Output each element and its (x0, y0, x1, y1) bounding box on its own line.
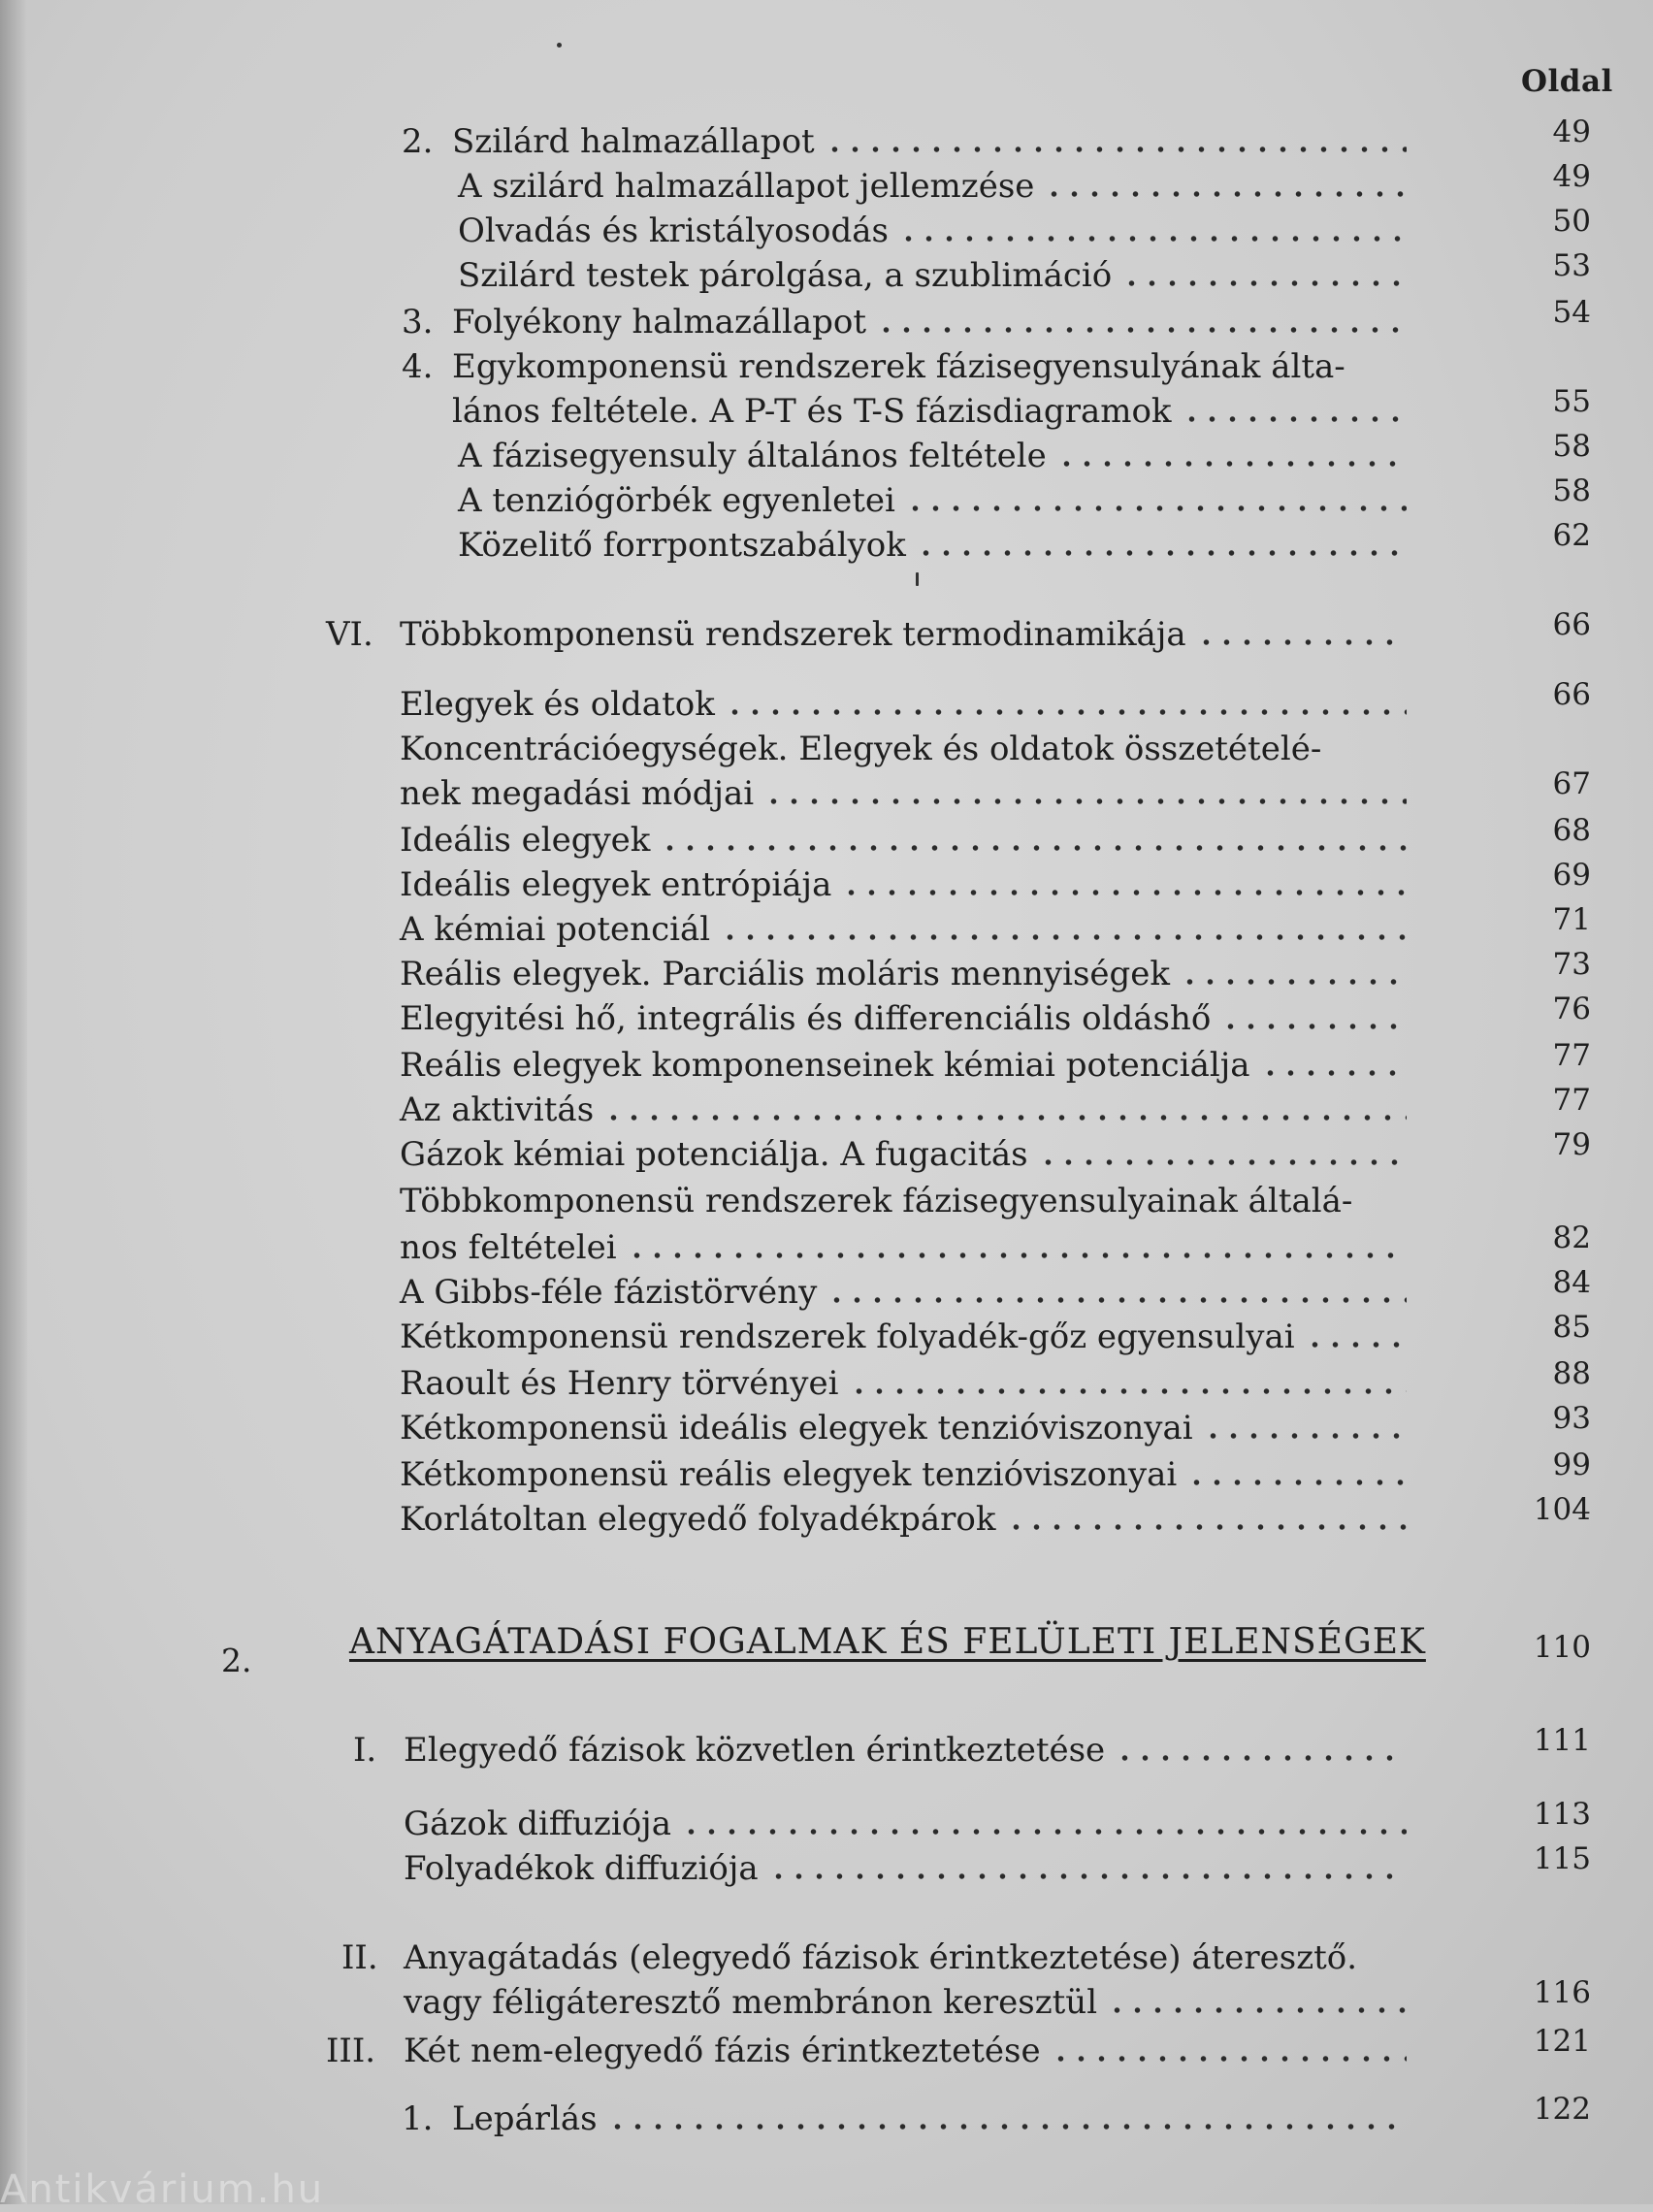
toc-leader-dots (1038, 1156, 1407, 1168)
toc-entry-title: Közelitő forrpontszabályok (458, 526, 906, 565)
toc-entry-page: 69 (1552, 858, 1591, 893)
toc-entry (0, 1938, 1653, 1981)
toc-entry-title: A Gibbs-féle fázistörvény (400, 1273, 818, 1312)
toc-entry-page: 55 (1552, 384, 1591, 419)
paper-speck (557, 43, 562, 48)
toc-entry-title: Ideális elegyek (400, 821, 651, 860)
toc-leader-dots (1203, 1430, 1407, 1442)
toc-entry-page: 66 (1552, 677, 1591, 712)
toc-entry-title: Kétkomponensü rendszerek folyadék-gőz egyensulyai (400, 1317, 1295, 1356)
toc-entry (0, 473, 1653, 524)
toc-entry-page: 115 (1533, 1841, 1591, 1876)
toc-entry-title: Elegyedő fázisok közvetlen érintkeztetése (404, 1731, 1106, 1770)
toc-entry-page: 53 (1552, 248, 1591, 283)
toc-leader-dots (905, 503, 1407, 514)
toc-leader-dots (825, 144, 1407, 155)
toc-entry-title: A kémiai potenciál (400, 910, 711, 949)
paper-speck (916, 572, 919, 586)
toc-entry-title: Elegyitési hő, integrális és differenciális oldáshő (400, 999, 1212, 1038)
toc-entry (0, 1797, 1653, 1847)
toc-entry (0, 730, 1653, 772)
toc-entry-title: Szilárd testek párolgása, a szublimáció (458, 256, 1113, 295)
toc-entry-title: Koncentrációegységek. Elegyek és oldatok összetételé- (400, 730, 1322, 768)
toc-entry-number: 4. (402, 347, 434, 386)
toc-entry (0, 429, 1653, 479)
toc-entry (0, 2092, 1653, 2142)
toc-leader-dots (1115, 1752, 1407, 1764)
toc-leader-dots (660, 842, 1407, 854)
toc-entry (0, 813, 1653, 863)
section-page-number: 110 (1533, 1630, 1591, 1665)
toc-entry-page: 79 (1552, 1127, 1591, 1162)
toc-leader-dots (1180, 976, 1407, 988)
toc-entry-title: Folyadékok diffuziója (404, 1849, 759, 1888)
toc-entry-page: 67 (1552, 766, 1591, 801)
section-number: 2. (221, 1642, 252, 1679)
toc-entry (0, 518, 1653, 569)
toc-entry-title: Raoult és Henry törvényei (400, 1364, 839, 1403)
toc-entry (0, 1841, 1653, 1892)
toc-entry-page: 82 (1552, 1220, 1591, 1255)
toc-entry (0, 1492, 1653, 1543)
toc-entry-number: I. (353, 1731, 377, 1770)
toc-entry (0, 114, 1653, 165)
toc-leader-dots (1260, 1067, 1407, 1079)
toc-leader-dots (1044, 188, 1407, 200)
toc-entry-title: Korlátoltan elegyedő folyadékpárok (400, 1500, 996, 1539)
toc-entry-page: 54 (1552, 295, 1591, 330)
toc-leader-dots (1056, 458, 1407, 470)
toc-entry-title: A tenziógörbék egyenletei (458, 481, 895, 520)
toc-entry-page: 113 (1533, 1797, 1591, 1832)
toc-entry-page: 85 (1552, 1310, 1591, 1345)
toc-leader-dots (1182, 413, 1407, 425)
toc-leader-dots (1196, 636, 1407, 648)
toc-entry-title: Egykomponensü rendszerek fázisegyensulyának álta- (452, 347, 1345, 386)
toc-leader-dots (876, 324, 1407, 336)
toc-entry (0, 1220, 1653, 1271)
toc-entry (0, 347, 1653, 390)
toc-entry-title: Olvadás és kristályosodás (458, 211, 889, 250)
toc-entry-page: 49 (1552, 114, 1591, 149)
toc-entry-page: 62 (1552, 518, 1591, 553)
toc-entry-title: Elegyek és oldatok (400, 685, 715, 724)
toc-entry-number: II. (341, 1938, 378, 1977)
toc-leader-dots (725, 706, 1407, 718)
toc-leader-dots (849, 1385, 1407, 1397)
toc-entry (0, 1182, 1653, 1224)
toc-entry-number: 3. (402, 303, 434, 342)
toc-leader-dots (763, 796, 1407, 807)
toc-entry (0, 1448, 1653, 1498)
toc-entry-page: 77 (1552, 1038, 1591, 1073)
toc-leader-dots (841, 887, 1407, 898)
toc-leader-dots (1051, 2053, 1407, 2065)
toc-entry-title: Gázok diffuziója (404, 1805, 671, 1843)
toc-entry (0, 159, 1653, 210)
toc-entry (0, 1038, 1653, 1089)
toc-entry-title: Többkomponensü rendszerek fázisegyensulyainak általá- (400, 1182, 1353, 1220)
toc-entry (0, 384, 1653, 435)
toc-leader-dots (603, 1112, 1407, 1123)
toc-entry-number: VI. (326, 615, 373, 654)
toc-entry-title: Ideális elegyek entrópiája (400, 865, 832, 904)
toc-leader-dots (898, 233, 1407, 244)
toc-entry (0, 766, 1653, 817)
toc-entry-page: 121 (1533, 2024, 1591, 2059)
toc-entry-page: 99 (1552, 1448, 1591, 1482)
toc-entry-title: A szilárd halmazállapot jellemzése (458, 167, 1035, 206)
toc-entry (0, 1401, 1653, 1451)
toc-entry (0, 1127, 1653, 1178)
toc-entry-title: nek megadási módjai (400, 774, 755, 813)
toc-entry (0, 858, 1653, 908)
toc-entry (0, 1356, 1653, 1407)
toc-entry-title: Többkomponensü rendszerek termodinamikája (400, 615, 1186, 654)
toc-leader-dots (916, 547, 1407, 559)
toc-leader-dots (720, 931, 1407, 943)
toc-entry-page: 68 (1552, 813, 1591, 848)
toc-entry-number: 1. (402, 2099, 434, 2138)
toc-entry (0, 1083, 1653, 1133)
toc-entry-number: III. (326, 2032, 376, 2070)
toc-leader-dots (1107, 2004, 1407, 2016)
toc-leader-dots (1121, 277, 1407, 289)
toc-leader-dots (1220, 1021, 1407, 1032)
toc-entry (0, 1310, 1653, 1360)
toc-entry (0, 677, 1653, 728)
toc-entry-page: 84 (1552, 1265, 1591, 1300)
toc-leader-dots (1305, 1339, 1407, 1350)
watermark: Antikvárium.hu (0, 2167, 325, 2212)
toc-entry-title: Az aktivitás (400, 1090, 595, 1129)
toc-entry-page: 49 (1552, 159, 1591, 194)
toc-entry-title: Anyagátadás (elegyedő fázisok érintkeztetése) áteresztő. (404, 1938, 1358, 1977)
toc-entry-page: 122 (1533, 2092, 1591, 2127)
toc-leader-dots (627, 1250, 1407, 1261)
section-title: ANYAGÁTADÁSI FOGALMAK ÉS FELÜLETI JELENSÉGEK (349, 1622, 1426, 1662)
toc-entry-page: 104 (1533, 1492, 1591, 1527)
toc-leader-dots (607, 2121, 1407, 2132)
toc-entry-page: 77 (1552, 1083, 1591, 1118)
toc-entry-page: 73 (1552, 947, 1591, 982)
toc-entry-title: Két nem-elegyedő fázis érintkeztetése (404, 2032, 1041, 2070)
toc-entry-page: 58 (1552, 429, 1591, 464)
toc-entry (0, 2024, 1653, 2074)
toc-entry-title: Kétkomponensü ideális elegyek tenzióviszonyai (400, 1409, 1193, 1448)
toc-leader-dots (768, 1870, 1407, 1882)
toc-entry-title: Kétkomponensü reális elegyek tenzióviszonyai (400, 1455, 1178, 1494)
toc-leader-dots (1006, 1521, 1407, 1533)
toc-entry-number: 2. (402, 122, 434, 161)
toc-entry-title: lános feltétele. A P-T és T-S fázisdiagramok (452, 392, 1172, 431)
toc-entry (0, 204, 1653, 254)
toc-entry-page: 116 (1533, 1975, 1591, 2010)
toc-entry-page: 66 (1552, 607, 1591, 642)
toc-entry (0, 947, 1653, 997)
toc-entry-title: Folyékony halmazállapot (452, 303, 867, 342)
toc-entry (0, 992, 1653, 1042)
toc-leader-dots (826, 1294, 1407, 1306)
toc-entry-page: 71 (1552, 902, 1591, 937)
toc-entry-title: Reális elegyek komponenseinek kémiai potenciálja (400, 1046, 1250, 1085)
toc-entry (0, 902, 1653, 953)
toc-entry (0, 1265, 1653, 1316)
toc-entry-page: 50 (1552, 204, 1591, 239)
toc-entry-title: A fázisegyensuly általános feltétele (458, 437, 1047, 475)
page-column-heading: Oldal (1521, 64, 1613, 99)
toc-entry-page: 76 (1552, 992, 1591, 1026)
toc-entry-page: 93 (1552, 1401, 1591, 1436)
toc-entry-title: nos feltételei (400, 1228, 617, 1267)
toc-entry-title: Szilárd halmazállapot (452, 122, 815, 161)
toc-entry-page: 88 (1552, 1356, 1591, 1391)
toc-entry (0, 295, 1653, 345)
toc-entry (0, 1975, 1653, 2026)
toc-leader-dots (681, 1826, 1407, 1838)
toc-entry-title: Lepárlás (452, 2099, 598, 2138)
toc-leader-dots (1186, 1477, 1407, 1488)
toc-entry-page: 58 (1552, 473, 1591, 508)
toc-entry (0, 607, 1653, 658)
toc-entry-page: 111 (1533, 1723, 1591, 1758)
toc-entry-title: vagy féligáteresztő membránon keresztül (404, 1983, 1098, 2022)
toc-entry (0, 1723, 1653, 1773)
toc-entry-title: Reális elegyek. Parciális moláris mennyiségek (400, 955, 1171, 993)
toc-entry (0, 248, 1653, 299)
toc-entry-title: Gázok kémiai potenciálja. A fugacitás (400, 1135, 1028, 1174)
